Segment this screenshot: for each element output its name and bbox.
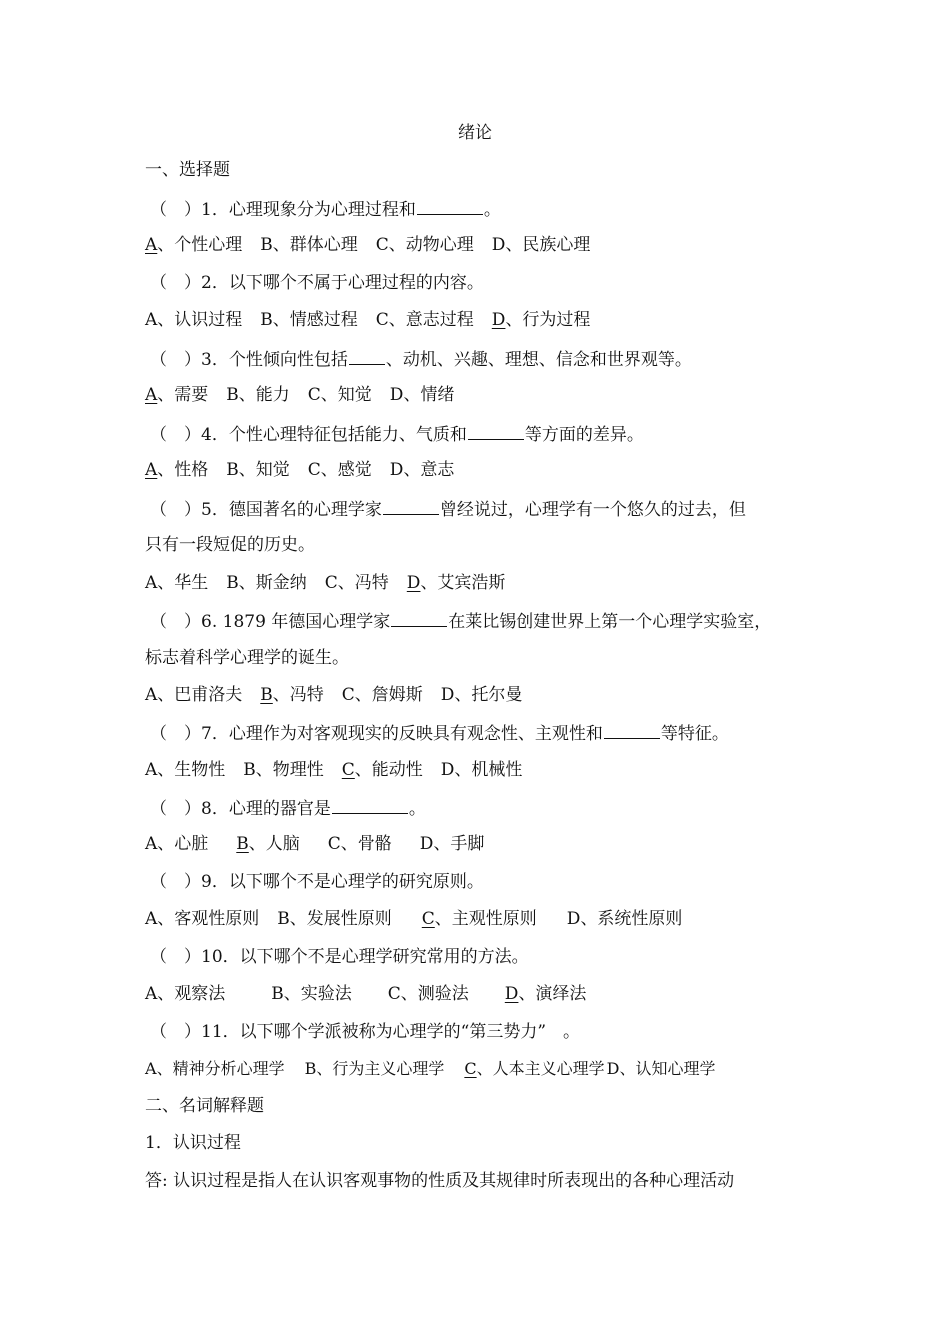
question-4-options (145, 459, 810, 481)
answer-blank (417, 197, 483, 215)
option-d: D、演绎法 (504, 984, 587, 1004)
option-b: B、物理性 (243, 760, 324, 780)
option-d: D、手脚 (419, 834, 485, 854)
answer-mark: D (406, 573, 421, 593)
option-c: C、知觉 (307, 385, 372, 405)
option-b: B、人脑 (236, 834, 300, 854)
question-11-options (145, 1058, 810, 1080)
page-title: 绪论 (458, 123, 492, 143)
option-b: B、发展性原则 (277, 909, 392, 929)
question-5-options (145, 572, 810, 594)
question-3-options (145, 384, 810, 406)
option-c: C、主观性原则 (421, 909, 537, 929)
question-11: （ ）11．以下哪个学派被称为心理学的“第三势力” 。 (150, 1022, 581, 1042)
option-b: B、能力 (226, 385, 290, 405)
question-7-options (145, 759, 810, 781)
option-c: C、动物心理 (375, 235, 474, 255)
option-c: C、冯特 (324, 573, 389, 593)
option-a: A、巴甫洛夫 (145, 685, 243, 705)
answer-blank (468, 422, 524, 440)
question-8: （ ）8．心理的器官是 。 (150, 796, 815, 820)
question-1: （ ）1．心理现象分为心理过程和 。 (150, 197, 815, 221)
option-b: B、群体心理 (260, 235, 358, 255)
option-c: C、测验法 (387, 984, 469, 1004)
question-3: （ ）3．个性倾向性包括 、动机、兴趣、理想、信念和世界观等。 (150, 347, 815, 371)
option-c: C、能动性 (341, 760, 423, 780)
option-a: A、认识过程 (145, 310, 243, 330)
answer-blank (332, 796, 408, 814)
option-d: D、机械性 (440, 760, 523, 780)
section-heading-terms: 二、名词解释题 (145, 1096, 264, 1116)
question-2-options (145, 309, 810, 331)
section-heading-choice: 一、选择题 (145, 160, 230, 180)
option-d: D、艾宾浩斯 (406, 573, 506, 593)
question-5: （ ）5．德国著名的心理学家 曾经说过，心理学有一个悠久的过去，但 (150, 497, 815, 521)
question-9: （ ）9．以下哪个不是心理学的研究原则。 (150, 872, 484, 892)
option-c: C、意志过程 (375, 310, 474, 330)
option-a: A、华生 (145, 573, 209, 593)
option-a: A、心脏 (145, 834, 209, 854)
option-b: B、知觉 (226, 460, 290, 480)
option-c: C、骨骼 (327, 834, 392, 854)
option-c: C、人本主义心理学 (464, 1059, 605, 1078)
answer-mark: C (341, 760, 355, 780)
answer-mark: B (260, 685, 273, 705)
option-a: A、观察法 (145, 984, 226, 1004)
answer-mark: A (145, 460, 158, 480)
option-a: A、性格 (145, 460, 209, 480)
answer-mark: D (491, 310, 506, 330)
answer-mark: A (145, 235, 158, 255)
answer-blank (383, 497, 439, 515)
answer-mark: B (236, 834, 249, 854)
answer-mark: C (421, 909, 435, 929)
answer-mark: D (504, 984, 519, 1004)
option-b: B、实验法 (271, 984, 352, 1004)
question-6: （ ）6. 1879 年德国心理学家 在莱比锡创建世界上第一个心理学实验室， (150, 609, 815, 633)
option-b: B、冯特 (260, 685, 324, 705)
question-6-options (145, 684, 810, 706)
option-b: B、斯金纳 (226, 573, 307, 593)
question-10: （ ）10．以下哪个不是心理学研究常用的方法。 (150, 947, 529, 967)
answer-1: 答: 认识过程是指人在认识客观事物的性质及其规律时所表现出的各种心理活动 (145, 1171, 735, 1191)
answer-blank (391, 609, 447, 627)
question-9-options (145, 908, 810, 930)
question-4: （ ）4．个性心理特征包括能力、气质和 等方面的差异。 (150, 422, 815, 446)
answer-mark: C (464, 1059, 477, 1078)
option-a: A、需要 (145, 385, 209, 405)
answer-mark: A (145, 385, 158, 405)
question-8-options (145, 833, 810, 855)
option-a: A、生物性 (145, 760, 226, 780)
option-a: A、客观性原则 (145, 909, 260, 929)
option-a: A、精神分析心理学 (145, 1059, 285, 1078)
option-d: D、行为过程 (491, 310, 591, 330)
option-d: D、情绪 (389, 385, 455, 405)
term-1: 1．认识过程 (145, 1133, 241, 1153)
answer-blank (604, 721, 660, 739)
option-d: D、意志 (389, 460, 455, 480)
question-1-options (145, 234, 810, 256)
option-c: C、感觉 (307, 460, 372, 480)
question-5-continuation: 只有一段短促的历史。 (145, 535, 315, 555)
option-d: D、民族心理 (491, 235, 591, 255)
question-7: （ ）7．心理作为对客观现实的反映具有观念性、主观性和 等特征。 (150, 721, 815, 745)
option-a: A、个性心理 (145, 235, 243, 255)
answer-blank (349, 347, 385, 365)
option-d: D、系统性原则 (566, 909, 683, 929)
question-6-continuation: 标志着科学心理学的诞生。 (145, 648, 349, 668)
option-b: B、情感过程 (260, 310, 358, 330)
question-2: （ ）2．以下哪个不属于心理过程的内容。 (150, 273, 484, 293)
option-c: C、詹姆斯 (341, 685, 423, 705)
question-10-options (145, 983, 810, 1005)
option-d: D、认知心理学 (606, 1059, 716, 1078)
option-b: B、行为主义心理学 (304, 1059, 445, 1078)
option-d: D、托尔曼 (440, 685, 523, 705)
